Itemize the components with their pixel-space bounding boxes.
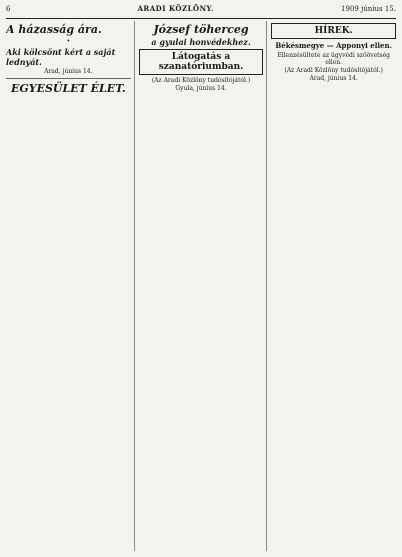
article-dateline-gyula: Gyula, június 14. <box>175 85 227 92</box>
issue-date: 1909 június 15. <box>341 5 396 13</box>
article-dateline: Arad, június 14. <box>44 68 93 75</box>
headline-sub-gyula: a gyulai honvédekhez. <box>151 37 251 47</box>
column-divider <box>6 78 131 79</box>
section-title-associations: EGYESÜLET ÉLET. <box>10 82 126 95</box>
article-subtitle-loan: Aki kölcsönt kért a saját lednyát. <box>6 47 116 67</box>
article-dateline-arad: Arad, június 14. <box>309 75 358 82</box>
subhead-source: (Az Aradi Közlöny tudósítójától.) <box>284 67 383 74</box>
column-1 <box>6 21 135 551</box>
column-2 <box>139 21 268 551</box>
newspaper-title: ARADI KÖZLÖNY. <box>137 4 215 13</box>
box-title-sanatorium: Látogatás a szanatóriumban. <box>139 49 264 75</box>
article-title-marriage-price: A házasság ára. <box>6 23 102 36</box>
subhead-lawyers: Ellenzésültete az ügyvédi szöövetség ellen. <box>277 52 391 66</box>
page-number: 6 <box>6 5 11 13</box>
masthead-rule <box>6 18 396 19</box>
masthead <box>6 4 396 16</box>
columns <box>6 21 396 551</box>
subhead-bekes-apponyi: Békésmegye — Apponyi ellen. <box>275 41 393 50</box>
section-title-news: HÍREK. <box>271 23 396 39</box>
separator-dot: • <box>66 38 71 45</box>
box-note: (Az Aradi Közlöny tudósítójától.) <box>151 77 251 84</box>
headline-archduke: József töherceg <box>153 23 249 36</box>
column-3 <box>271 21 396 551</box>
